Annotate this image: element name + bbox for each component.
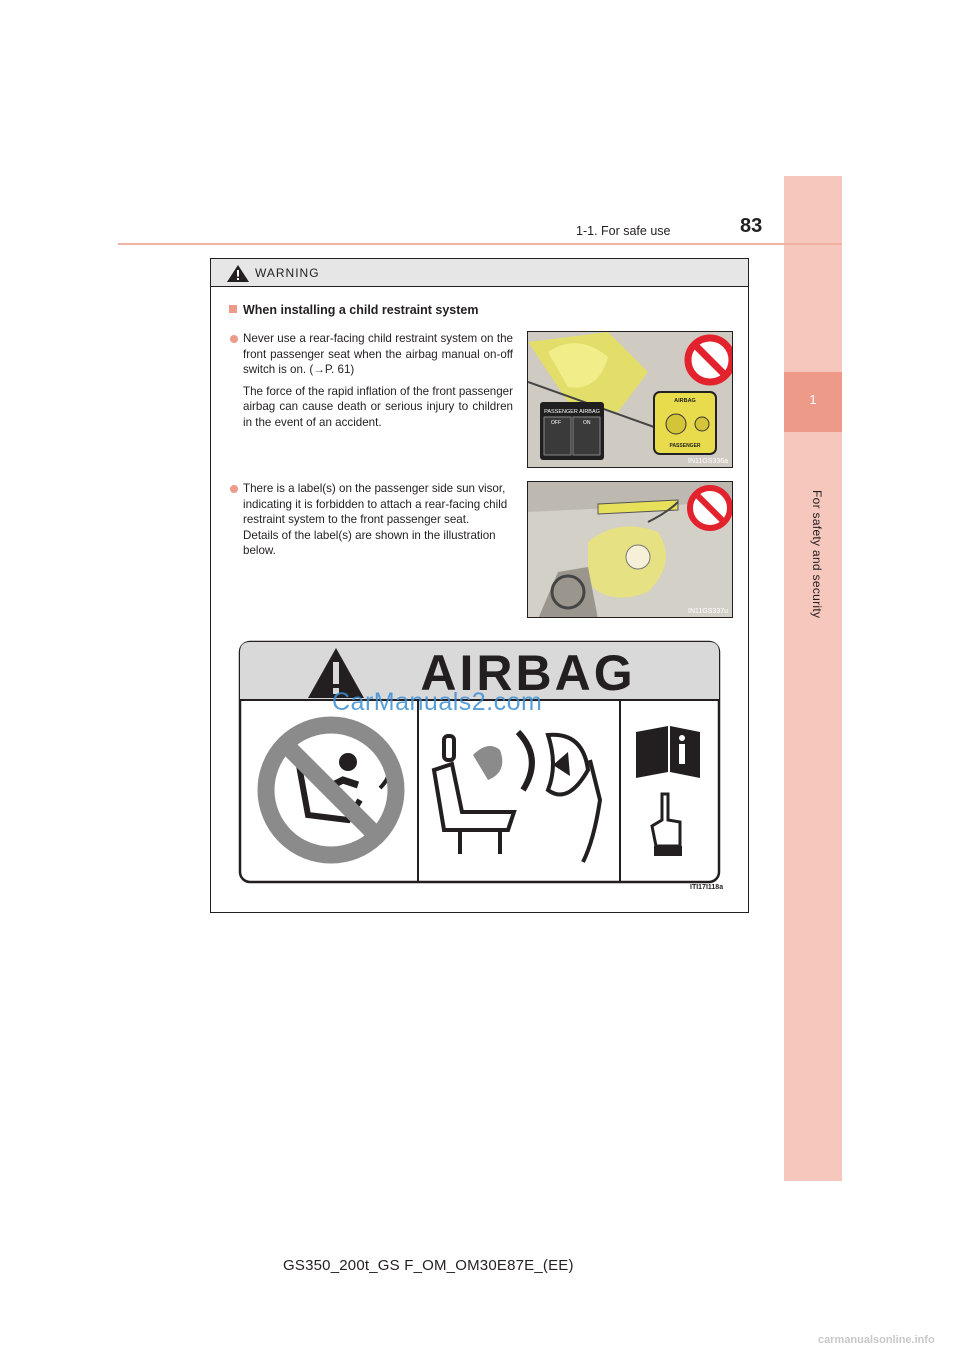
corner-watermark: carmanualsonline.info [818, 1334, 935, 1346]
watermark-overlay: CarManuals2.com [332, 688, 543, 716]
chapter-sidebar [784, 176, 842, 1181]
figure-sun-visor-art [528, 482, 733, 618]
chapter-title: For safety and security [810, 490, 824, 619]
bullet-paragraph: There is a label(s) on the passenger side sun visor, indicating it is forbidden to attach a rear-facing child restraint system to the front passenger seat. [243, 482, 508, 526]
warning-header [211, 259, 748, 287]
bullet-paragraph: Never use a rear-facing child restraint system on the front passenger seat when the airbag manual on-off switch is on. (→P. 61) [243, 332, 513, 376]
bullet-item [243, 331, 513, 430]
panel-off-label: OFF [551, 420, 561, 426]
bullet-dot-icon [230, 485, 238, 493]
dial-top-label: AIRBAG [674, 398, 696, 404]
warning-title: WARNING [255, 266, 320, 280]
bullet-item [243, 481, 513, 559]
figure-code: IN11GS336a [688, 458, 728, 465]
bullet-paragraph: Details of the label(s) are shown in the illustration below. [243, 528, 496, 557]
manual-info-icon [636, 726, 700, 778]
figure-code: IN11GS337u [688, 608, 728, 615]
bullet-dot-icon [230, 335, 238, 343]
figure-sun-visor [527, 481, 733, 618]
panel-label: PASSENGER AIRBAG [544, 409, 600, 415]
panel-on-label: ON [583, 420, 591, 426]
subheading-text: When installing a child restraint system [243, 303, 479, 317]
figure-airbag-switch-art [528, 332, 733, 468]
section-label: 1-1. For safe use [576, 224, 671, 238]
subheading [229, 303, 478, 317]
page-number: 83 [740, 215, 763, 237]
document-code: GS350_200t_GS F_OM_OM30E87E_(EE) [283, 1257, 574, 1274]
figure-airbag-switch [527, 331, 733, 468]
dial-bottom-label: PASSENGER [669, 443, 701, 449]
chapter-number-tab: 1 [784, 372, 842, 432]
illustration-code: ITI17I118a [690, 884, 724, 891]
label-title: AIRBAG [420, 645, 636, 701]
header-rule [118, 243, 842, 245]
warning-triangle-icon [227, 265, 249, 282]
square-bullet-icon [229, 305, 237, 313]
bullet-paragraph: The force of the rapid inflation of the front passenger airbag can cause death or serious injury to children in the event of an accident. [243, 384, 513, 429]
airbag-warning-label [238, 640, 721, 884]
